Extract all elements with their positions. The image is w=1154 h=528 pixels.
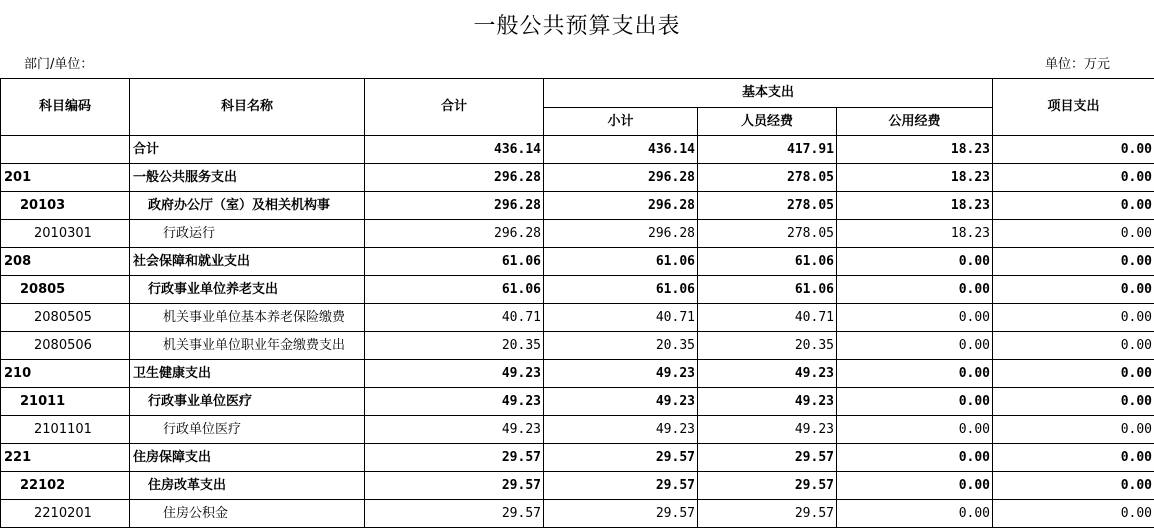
cell-subtotal: 296.28 bbox=[544, 164, 698, 192]
cell-project: 0.00 bbox=[993, 332, 1154, 360]
cell-project: 0.00 bbox=[993, 248, 1154, 276]
table-row bbox=[1, 444, 1154, 472]
cell-subtotal: 29.57 bbox=[544, 444, 698, 472]
table-row bbox=[1, 388, 1154, 416]
cell-code: 2210201 bbox=[1, 500, 130, 528]
cell-public: 0.00 bbox=[837, 248, 993, 276]
cell-personnel: 49.23 bbox=[698, 388, 837, 416]
table-row bbox=[1, 248, 1154, 276]
table-row bbox=[1, 276, 1154, 304]
cell-name: 社会保障和就业支出 bbox=[130, 248, 365, 276]
cell-public: 0.00 bbox=[837, 444, 993, 472]
cell-total: 20.35 bbox=[365, 332, 544, 360]
cell-personnel: 29.57 bbox=[698, 444, 837, 472]
cell-public: 18.23 bbox=[837, 164, 993, 192]
cell-subtotal: 436.14 bbox=[544, 136, 698, 164]
cell-total: 40.71 bbox=[365, 304, 544, 332]
cell-subtotal: 49.23 bbox=[544, 388, 698, 416]
cell-code: 201 bbox=[1, 164, 130, 192]
cell-name: 一般公共服务支出 bbox=[130, 164, 365, 192]
cell-total: 29.57 bbox=[365, 444, 544, 472]
cell-name: 住房保障支出 bbox=[130, 444, 365, 472]
table-row bbox=[1, 192, 1154, 220]
cell-public: 0.00 bbox=[837, 276, 993, 304]
cell-code: 22102 bbox=[1, 472, 130, 500]
cell-personnel: 49.23 bbox=[698, 416, 837, 444]
cell-subtotal: 49.23 bbox=[544, 360, 698, 388]
cell-project: 0.00 bbox=[993, 472, 1154, 500]
cell-code: 2010301 bbox=[1, 220, 130, 248]
cell-code: 221 bbox=[1, 444, 130, 472]
table-row bbox=[1, 304, 1154, 332]
cell-total: 49.23 bbox=[365, 416, 544, 444]
cell-public: 18.23 bbox=[837, 192, 993, 220]
cell-subtotal: 29.57 bbox=[544, 472, 698, 500]
cell-total: 296.28 bbox=[365, 164, 544, 192]
cell-code bbox=[1, 136, 130, 164]
cell-code: 21011 bbox=[1, 388, 130, 416]
cell-personnel: 417.91 bbox=[698, 136, 837, 164]
table-row bbox=[1, 332, 1154, 360]
cell-name: 住房改革支出 bbox=[130, 472, 365, 500]
cell-public: 0.00 bbox=[837, 472, 993, 500]
cell-total: 49.23 bbox=[365, 360, 544, 388]
cell-personnel: 278.05 bbox=[698, 220, 837, 248]
cell-personnel: 61.06 bbox=[698, 248, 837, 276]
cell-total: 29.57 bbox=[365, 472, 544, 500]
cell-total: 49.23 bbox=[365, 388, 544, 416]
cell-project: 0.00 bbox=[993, 388, 1154, 416]
cell-personnel: 278.05 bbox=[698, 164, 837, 192]
cell-name: 行政运行 bbox=[130, 220, 365, 248]
cell-project: 0.00 bbox=[993, 304, 1154, 332]
cell-personnel: 29.57 bbox=[698, 472, 837, 500]
department-label: 部门/单位： bbox=[24, 56, 93, 74]
header-subtotal: 小计 bbox=[544, 108, 698, 136]
table-row bbox=[1, 472, 1154, 500]
header-project: 项目支出 bbox=[993, 79, 1154, 136]
cell-total: 296.28 bbox=[365, 192, 544, 220]
cell-personnel: 61.06 bbox=[698, 276, 837, 304]
header-public: 公用经费 bbox=[837, 108, 993, 136]
cell-project: 0.00 bbox=[993, 500, 1154, 528]
cell-subtotal: 49.23 bbox=[544, 416, 698, 444]
cell-total: 296.28 bbox=[365, 220, 544, 248]
cell-public: 0.00 bbox=[837, 304, 993, 332]
table-row bbox=[1, 500, 1154, 528]
header-name: 科目名称 bbox=[130, 79, 365, 136]
table-row bbox=[1, 360, 1154, 388]
cell-total: 29.57 bbox=[365, 500, 544, 528]
cell-name: 合计 bbox=[130, 136, 365, 164]
cell-public: 18.23 bbox=[837, 220, 993, 248]
cell-public: 0.00 bbox=[837, 416, 993, 444]
cell-total: 61.06 bbox=[365, 248, 544, 276]
cell-public: 0.00 bbox=[837, 360, 993, 388]
cell-project: 0.00 bbox=[993, 416, 1154, 444]
cell-name: 卫生健康支出 bbox=[130, 360, 365, 388]
cell-project: 0.00 bbox=[993, 164, 1154, 192]
cell-project: 0.00 bbox=[993, 220, 1154, 248]
cell-personnel: 49.23 bbox=[698, 360, 837, 388]
header-total: 合计 bbox=[365, 79, 544, 136]
cell-subtotal: 20.35 bbox=[544, 332, 698, 360]
cell-code: 2080506 bbox=[1, 332, 130, 360]
unit-label: 单位：万元 bbox=[1045, 56, 1110, 74]
cell-project: 0.00 bbox=[993, 276, 1154, 304]
table-row bbox=[1, 416, 1154, 444]
cell-subtotal: 296.28 bbox=[544, 192, 698, 220]
cell-name: 行政事业单位医疗 bbox=[130, 388, 365, 416]
cell-code: 208 bbox=[1, 248, 130, 276]
cell-subtotal: 61.06 bbox=[544, 248, 698, 276]
header-basic: 基本支出 bbox=[544, 79, 993, 108]
cell-subtotal: 61.06 bbox=[544, 276, 698, 304]
cell-project: 0.00 bbox=[993, 192, 1154, 220]
table-body bbox=[1, 136, 1154, 528]
cell-total: 436.14 bbox=[365, 136, 544, 164]
cell-name: 机关事业单位职业年金缴费支出 bbox=[130, 332, 365, 360]
budget-table bbox=[0, 78, 1154, 528]
cell-public: 0.00 bbox=[837, 332, 993, 360]
cell-subtotal: 296.28 bbox=[544, 220, 698, 248]
cell-personnel: 20.35 bbox=[698, 332, 837, 360]
cell-subtotal: 29.57 bbox=[544, 500, 698, 528]
table-row bbox=[1, 136, 1154, 164]
cell-name: 行政事业单位养老支出 bbox=[130, 276, 365, 304]
cell-project: 0.00 bbox=[993, 136, 1154, 164]
cell-name: 行政单位医疗 bbox=[130, 416, 365, 444]
cell-name: 机关事业单位基本养老保险缴费 bbox=[130, 304, 365, 332]
cell-total: 61.06 bbox=[365, 276, 544, 304]
cell-code: 20103 bbox=[1, 192, 130, 220]
cell-personnel: 278.05 bbox=[698, 192, 837, 220]
cell-code: 20805 bbox=[1, 276, 130, 304]
cell-public: 0.00 bbox=[837, 500, 993, 528]
cell-name: 住房公积金 bbox=[130, 500, 365, 528]
header-code: 科目编码 bbox=[1, 79, 130, 136]
cell-personnel: 40.71 bbox=[698, 304, 837, 332]
table-row bbox=[1, 164, 1154, 192]
cell-code: 2080505 bbox=[1, 304, 130, 332]
header-personnel: 人员经费 bbox=[698, 108, 837, 136]
cell-subtotal: 40.71 bbox=[544, 304, 698, 332]
table-header bbox=[1, 79, 1154, 136]
cell-personnel: 29.57 bbox=[698, 500, 837, 528]
cell-project: 0.00 bbox=[993, 360, 1154, 388]
cell-code: 210 bbox=[1, 360, 130, 388]
cell-name: 政府办公厅（室）及相关机构事 bbox=[130, 192, 365, 220]
cell-project: 0.00 bbox=[993, 444, 1154, 472]
cell-public: 18.23 bbox=[837, 136, 993, 164]
cell-code: 2101101 bbox=[1, 416, 130, 444]
report-title: 一般公共预算支出表 bbox=[0, 10, 1154, 44]
table-row bbox=[1, 220, 1154, 248]
cell-public: 0.00 bbox=[837, 388, 993, 416]
